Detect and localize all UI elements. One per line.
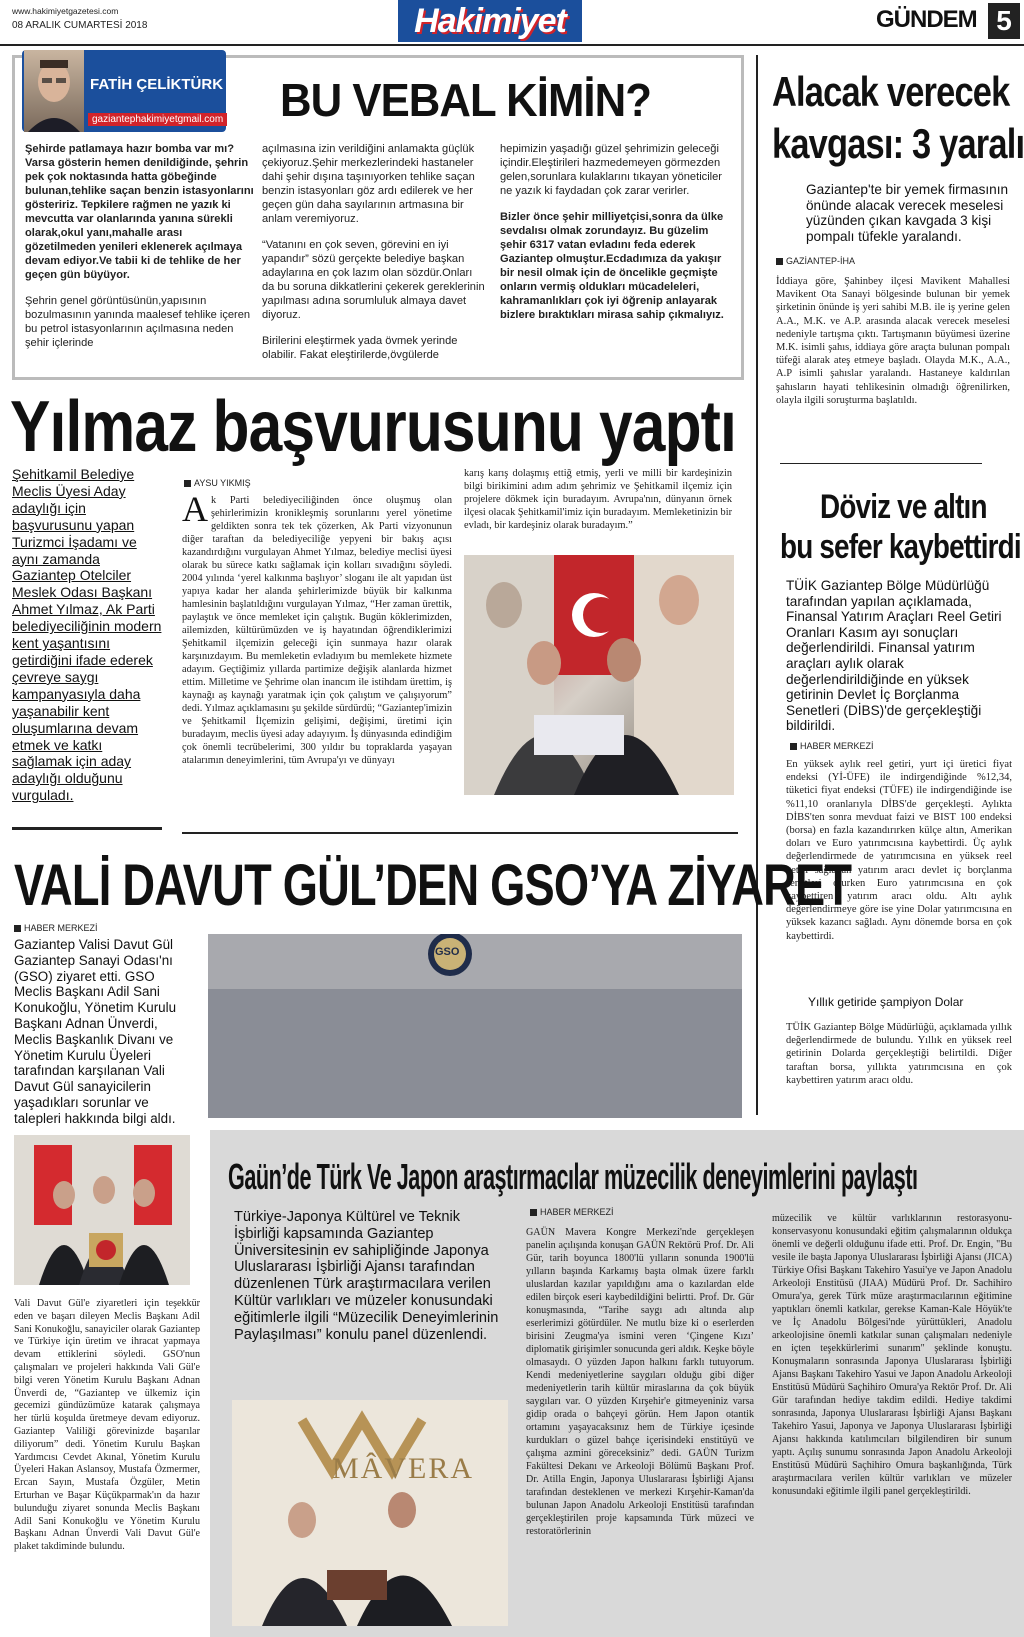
doviz-title-2: bu sefer kaybettirdi [780, 528, 1021, 566]
vali-lead: Gaziantep Valisi Davut Gül Gaziantep Sanayi Odası'nı (GSO) ziyaret etti. GSO Meclis Başkanı Adil Sani Konukoğlu, Yönetim Kurulu Başkanı Adnan Ünverdi, Meclis Başkanlık Divanı ve Yönetim Kurulu Üyeleri tarafından karşılanan Vali Davut Gül sanayicilerin yaşadıkları sorunlar ve talepleri hakkında bilgi aldı. [14, 937, 177, 1126]
column-col3-bold: Bizler önce şehir milliyetçisi,sonra da ülke sevdalısı olmak zorundayız. Bu güzelim şehir 6317 vatan evladını feda ederek Gaziantep olmuştur.Ecdadımıza da yakışır bir nesil olmak için de öncelikle geçmişte onların vermiş oldukları mücadeleleri, kahramanlıkları çok iyi öğrenip anlayarak bizlere bıraktıkları mirasa sahip çıkmalıyız. [500, 211, 724, 321]
header-rule [0, 44, 1024, 46]
byline-square-icon [790, 743, 797, 750]
gaun-lead: Türkiye-Japonya Kültürel ve Teknik İşbirliği kapsamında Gaziantep Üniversitesinin ev sahipliğinde Japonya Uluslararası İşbirliği Ajansı tarafından düzenlenen Türk araştırmacılara verilen Kültür varlıkları ve müzeler konusundaki eğitimlerle ilgili “Müzecilik Deneyimlerinin Paylaşılması” konulu panel düzenlendi. [234, 1209, 499, 1343]
vali-gift-photo [14, 1135, 190, 1285]
alacak-title-1: Alacak verecek [772, 68, 1010, 115]
byline-square-icon [530, 1209, 537, 1216]
doviz-title-1: Döviz ve altın [820, 488, 987, 526]
yilmaz-byline [184, 478, 251, 488]
vali-byline-text: HABER MERKEZİ [24, 923, 98, 933]
column-title: BU VEBAL KİMİN? [280, 74, 651, 126]
vali-group-photo [208, 934, 742, 1118]
yilmaz-dropcap: A [182, 489, 208, 529]
header-website[interactable]: www.hakimiyetgazetesi.com [12, 6, 119, 16]
alacak-byline [776, 256, 855, 266]
vali-byline [14, 923, 98, 933]
author-name: FATİH ÇELİKTÜRK [90, 76, 224, 93]
column-col2-p1: açılmasına izin verildiğini anlamakta güçlük çekiyoruz.Şehir merkezlerindeki hastaneler dahi şehir dışına taşınıyorken tehlike saçan benzin istasyonları göz ardı edilerek ve her geçen gün daha sayılarının artmasına bir anlam veremiyoruz. [262, 143, 475, 225]
doviz-byline-text: HABER MERKEZİ [800, 741, 874, 751]
column-col1 [25, 142, 255, 350]
column-col1-bold: Şehirde patlamaya hazır bomba var mı? Varsa gösterin hemen denildiğinde, şehrin pek çok noktasında hatta göbeğinde bulunan,tehlike saçan benzin istasyonlarını gösteririz. Tepkilere rağmen ne yazık ki mevcutta var olanlarında yanına sürekli olarak,okul yanı,mahalle arası gözetilmeden yenileri eklenerek açılmaya devam ediyor.Ve tabii ki de tehlike de her geçen gün büyüyor. [25, 143, 254, 281]
gaun-body2: müzecilik ve kültür varlıklarının restorasyonu-konservasyonu konusundaki eğitim çalışmalarının oldukça önemli ve değerli olduğunu ifade etti. Prof. Dr. Engin, "Bu vesile ile başta Japonya Uluslararası İşbirliği Ajansı (JICA) Türkiye Ofisi Başkanı Takehiro Yasui'ye ve Japon Anadolu Arkeoloji Enstitüsü (JIAA) Müdürü Prof. Dr. Sachihiro Omura'ya, gerek Türk müze araştırmacılarının eğitimine yaptıkları önemli katkılar, gerekse Kaman-Kale Höyük'te ve İç Anadolu Bölgesi'nde yürüttükleri, Anadolu arkeolojisine önemli katkılar sunan çalışmaları nedeniyle en içten teşekkürlerimi sunarım" şeklinde konuştu. Konuşmaların sonrasında Japonya Uluslararası İşbirliği Ajansı Başkanı Takehiro Yasui ve Japon Anadolu Arkeoloji Enstitüsü Müdürü Saçhihiro Omura'ya Rektör Prof. Dr. Ali Gür tarafından hediye takdim edildi. Hediye takdimi sonrasında, Japonya Uluslararası İşbirliği Ajansı Başkanı Takehiro Yasui, Japonya ve Japonya Uluslararası İşbirliği Ajansı hakkında katılımcıları bilgilendiren bir sunum yaptı. Açılış sunumu sonrasında Japon Anadolu Arkeoloji Enstitüsü Müdürü Saçhihiro Omura başkanlığında, Türk araştırmacılara verilen kültür varlıkları ve müzeler konusundaki eğitimle ilgili panel gerçekleştirildi. [772, 1213, 1012, 1497]
right-divider [756, 55, 758, 1115]
doviz-body: En yüksek aylık reel getiri, yurt içi üretici fiyat endeksi (Yİ-ÜFE) ile indirgendiğinde %12,34, tüketici fiyat endeksi (TÜFE) ile indirgendiğinde ise %11,10 oranlarıyla DİBS'de gerçekleşti. Aylıkta DİBS'ten sonra mevduat faizi ve BIST 100 endeksi (borsa) en fazla kazandırırken külçe altın, Amerikan doları ve Euro yatırımcısına kaybettirdi. Üç aylık değerlendirmede de yatırımcısına en yüksek reel getiri sağlayan yatırım aracı devlet iç borçlanma senetleri olurken Euro yatırımcısına en çok kaybettiren yatırım aracı oldu. Altı aylık değerlendirmeye göre ise yine Dolar yatırımcısına en yüksek kazancı sağladı. Aynı dönemde borsa en çok kaybettirdi. [786, 759, 1012, 942]
gaun-body1: GAÜN Mavera Kongre Merkezi'nde gerçekleşen panelin açılışında konuşan GAÜN Rektörü Prof. Dr. Ali Gür, tarih boyunca 1800'lü yılların sonunda 1900'lü yılların başında Karkamış başta olmak üzere farklı uluslardan kazılar yapıldığını ama o kazılardan elde edilen birçok eseri kaybedildiğini belirtti. Prof. Dr. Gür konuşmasında, “Tarihe saygı adı altında alıp eserlerimizi götürdüler. Ne mutlu bize ki o eserlerden birisini Zeugma'ya ismini veren ‘Çingene Kızı’ diplomatik girişimler sonucunda geri aldık. Keşke böyle olmasaydı. O yüzden Japon halkını farklı tutuyorum. Kendi medeniyetlerine saygıları olduğu gibi diğer medeniyetlerin tarih kültür miraslarına da çok büyük saygıları var. O yüzden Kırşehir'e gitmeyeniniz varsa gidip orada o bahçeyi görün. Hem Japon otantik ortamını yaşayacaksınız hem de Türkiye içesinde kurdukları o güzel bahçe içerisindeki enstitüyü ve çalışma azmini göreceksiniz” dedi. GAÜN Turizm Fakültesi Dekanı ve Arkeoloji Bölümü Başkanı Prof. Dr. Atilla Engin, Japonya Uluslararası İşbirliği Ajansı tarafından desteklenen ve merkezi Kırşehir-Kaman'da bulunan Japon Anadolu Arkeoloji Enstitüsü tarafından gerçekleştirilen proje kapsamında Türk müzeci ve restoratörlerinin [526, 1227, 754, 1537]
author-photo [24, 50, 84, 132]
vali-body: Vali Davut Gül'e ziyaretleri için teşekkür eden ve başarı dileyen Meclis Başkanı Adil Sani Konukoğlu, sanayiciler olarak Gaziantep ve Türkiye için üretim ve ihracat yapmaya devam ettiklerini söyledi. GSO'nun çalışmaları ve projeleri hakkında Vali Gül'e bilgi veren Yönetim Kurulu Başkanı Adnan Ünverdi de, “Gaziantep ve ülkemiz için gecemizi gündüzümüze katarak çalışmaya her türlü koşulda üretmeye devam ediyoruz. Gaziantep Valiliği görevinizde başarılar diliyorum” dedi. Yönetim Kurulu Başkan Yardımcısı Cevdet Akınal, Yönetim Kurulu Üyeleri Hakan Aslansoy, Mustafa Özmermer, Ercan Sayın, Mustafa Özgüler, Metin Erturhan ve Başar Küçükparmak'ın da hazır bulunduğu ziyaret sonunda Meclis Başkanı Adil Sani Konukoğlu ve Yönetim Kurulu Başkanı Adnan Ünverdi Vali Davut Gül'e plaket takdiminde bulundu. [14, 1298, 200, 1553]
logo [398, 0, 582, 42]
doviz-subhead: Yıllık getiride şampiyon Dolar [808, 995, 964, 1009]
yilmaz-body1: k Parti belediyeciliğinden önce oluşmuş olan şehirlerimizin kronikleşmiş sorunlarını yerel yönetime geldikten sonra tek tek çözerken, Ak Parti vizyonunun diğer taraftan da belediyeciliğe yepyeni bir bakış açısı kazandırdığını vurgulayan Ahmet Yılmaz, belediye meclisi üyesi olarak bu sürece katkı sağlamak için kolları sıvadığını söyledi. 2004 yılında ‘yerel kalkınma başlıyor’ sloganı ile alt yapıdan üst yapıya kadar her alanda şehirlerimizde büyük bir kalkınma hamlesinin başlatıldığını vurgulayan Yılmaz, “Her zaman ürettik, paylaştık ve önce memleket için çalıştık. Bugün köklerimizden, ailemizden, kültürümüzden ve iş hayatından öğrendiklerimizi Şehitkamil ilçemizin geleceği için sunmaya hazır olarak karşınızdayım. Bu memleketin evladıyım bu memlekete hizmete adayım. Geçtiğimiz yıllarda partimize değişik alanlarda hizmet ettim. Milletime ve Şehrime olan inancım ile istihdam ürettim, iş kaynağı aş kaynağı yaratmak için çok çalıştım ve çalışıyorum” dedi. Yılmaz açıklamasını şu şekilde sürdürdü; “Gaziantep'imizin ve Şehitkamil İlçemizin gelişimi, değişimi, üretimi için buradayım, meclis üyesi aday adayıyım. İş dünyasında edindiğim çok önemli tecrübelerimi, 300 yıldır bu topraklarda yaşayan atalarımın deneyimlerini, tüm Avrupa'yı ve dünyayı [182, 495, 452, 766]
section-label: GÜNDEM [876, 6, 977, 33]
column-col3 [500, 142, 728, 322]
yilmaz-headline: Yılmaz başvurusunu yaptı [10, 387, 736, 467]
gaun-byline [530, 1207, 614, 1217]
column-col2-p2: “Vatanını en çok seven, görevini en iyi yapandır” sözü gerçekte belediye başkan adaylarına en çok lazım olan sözdür.Onları da bu soruna dikkatlerini çekerek gereklerinin yapılması adına sorumluluk almaya davet diyoruz. [262, 239, 485, 321]
doviz-lead: TÜİK Gaziantep Bölge Müdürlüğü tarafından yapılan açıklamada, Finansal Yatırım Araçları Reel Getiri Oranları Kasım ayı sonuçları değerlendirildi. Finansal yatırım araçları aylık olarak değerlendirildiğinde en yüksek getirinin Devlet İç Borçlanma Senetleri (DİBS)'de gerçekleştiği bildirildi. [786, 578, 1002, 734]
gaun-photo [232, 1400, 508, 1626]
yilmaz-lead-box [12, 466, 162, 830]
gso-logo-text: GSO [435, 946, 460, 958]
gaun-photo-text: MÂVERA [332, 1452, 475, 1485]
column-col2-p3: Birilerini eleştirmek yada övmek yerinde olabilir. Fakat eleştirilerde,övgülerde [262, 335, 458, 361]
alacak-body: İddiaya göre, Şahinbey ilçesi Mavikent Mahallesi Mavikent Ota Sanayi bölgesinde bulunan bir yemek şirketinin önünde iş yeri sahibi M.B. ile iş yerine gelen A.A., M.K. ve A.P. arasında alacak verecek meselesi nedeniyle tartışma çıktı. Tartışmanın büyümesi üzerine M.K. isimli şahıs, iddiaya göre araçta bulunan pompalı tüfeği alarak ateş etmeye başladı. Olayda M.K., A.A., A.P isimli şahıslar yaralandı. Hastaneye kaldırılan şahısların hayati tehlikesinin olmadığı öğrenilirken, olayla ilgili soruşturma başlatıldı. [776, 276, 1010, 406]
vali-headline: VALİ DAVUT GÜL’DEN GSO’YA ZİYARET [14, 853, 852, 918]
logo-text: Hakimiyet [414, 1, 566, 40]
byline-square-icon [184, 480, 191, 487]
gaun-byline-text: HABER MERKEZİ [540, 1207, 614, 1217]
yilmaz-byline-text: AYSU YIKMIŞ [194, 478, 251, 488]
byline-square-icon [14, 925, 21, 932]
alacak-title-2: kavgası: 3 yaralı [772, 120, 1024, 167]
yilmaz-lead [12, 466, 162, 804]
yilmaz-rule [182, 832, 738, 834]
gaun-headline: Gaün’de Türk Ve Japon araştırmacılar müzecilik deneyimlerini paylaştı [228, 1156, 918, 1197]
column-col2 [262, 142, 486, 362]
yilmaz-body2: karış karış dolaşmış ettiğ etmiş, yerli ve milli bir kardeşinizin bilgi birikimini adım adım şehrimiz ve Şehitkamil ilçemiz için projelere dökmek için buradayım. Avrupa'nın, dünyanın örnek ilçesi olacak Şehitkamil'imiz için buradayım. Memleketinizin bir evladı, bir kardeşiniz olarak buradayım.” [464, 468, 732, 531]
column-col1-normal: Şehrin genel görüntüsünün,yapısının bozulmasının yanında maalesef tehlike içeren bu petrol istasyonlarının açılmasına neden şehir içlerinde [25, 295, 251, 349]
author-email[interactable]: gaziantephakimiyetgmail.com [88, 113, 227, 126]
byline-square-icon [776, 258, 783, 265]
page-number: 5 [988, 3, 1020, 39]
doviz-body2: TÜİK Gaziantep Bölge Müdürlüğü, açıklamada yıllık değerlendirmede de bulundu. Yıllık en yüksek reel getirinin Dolarda gerçekleştiği belirtildi. Diğer taraftan borsa, yıllıkta yatırımcısına en çok kaybettiren yatırım aracı oldu. [786, 1022, 1012, 1086]
column-col3-normal: hepimizin yaşadığı güzel şehrimizin geleceği içindir.Eleştirileri hazmedemeyen görmezden gelen,sorunlara kulaklarını tıkayan yöneticiler ne yazık ki faydadan çok zarar verirler. [500, 143, 722, 197]
yilmaz-body-col [182, 489, 452, 767]
alacak-rule [780, 463, 982, 464]
alacak-lead: Gaziantep'te bir yemek firmasının önünde alacak verecek meselesi yüzünden çıkan kavgada 3 kişi pompalı tüfekle yaralandı. [806, 182, 1009, 244]
header-date: 08 ARALIK CUMARTESİ 2018 [12, 20, 148, 31]
yilmaz-lead-text: Şehitkamil Belediye Meclis Üyesi Aday adaylığı için başvurusunu yapan Turizmci İşadamı ve aynı zamanda Gaziantep Otelciler Meslek Odası Başkanı Ahmet Yılmaz, Ak Parti belediyeciliğinin modern kent yaşantısını getirdiğini ifade ederek çevreye saygı kampanyasıyla daha yaşanabilir kent oluşumlarına devam etmek ve katkı sağlamak için aday adaylığı olduğunu vurguladı. [12, 466, 162, 804]
alacak-byline-text: GAZİANTEP-İHA [786, 256, 856, 266]
doviz-byline [790, 741, 874, 751]
yilmaz-photo [464, 555, 734, 795]
